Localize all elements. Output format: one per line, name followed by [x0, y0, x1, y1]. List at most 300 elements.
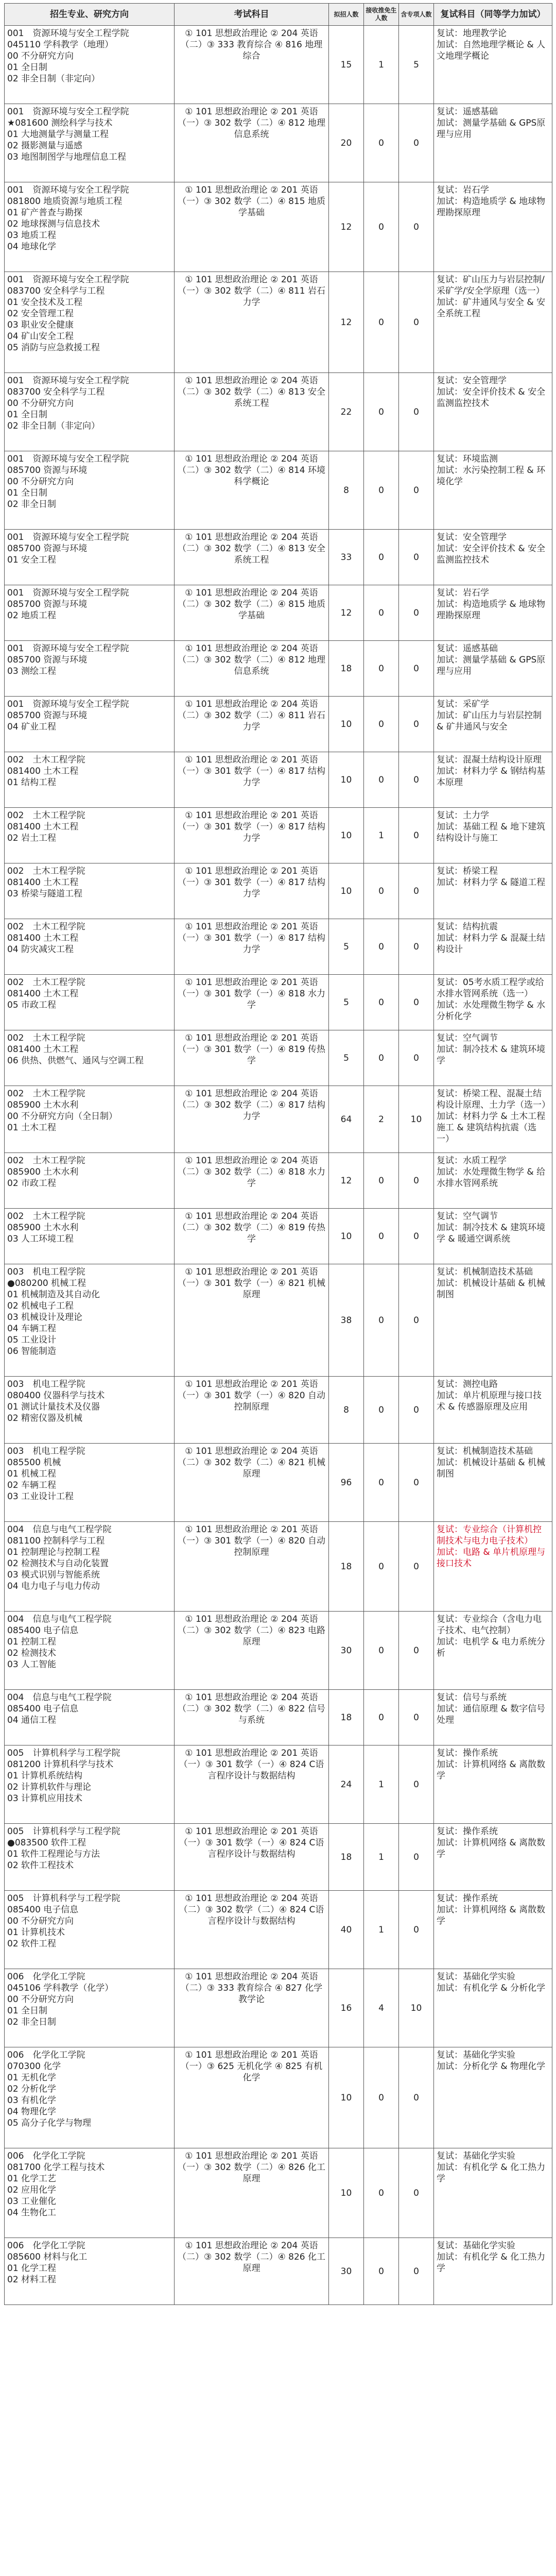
major-cell [5, 1824, 175, 1891]
exam-subjects-cell [175, 641, 329, 697]
major-cell-line: 02 材料工程 [7, 2275, 57, 2285]
major-cell [5, 585, 175, 641]
major-cell-line: 085900 土木水利 [7, 1100, 79, 1110]
retest-subjects-cell-line: 加试：有机化学 & 化工热力学 [437, 2162, 546, 2184]
special-quota-cell: 0 [399, 808, 434, 863]
retest-subjects-cell [434, 585, 552, 641]
special-quota-cell: 0 [399, 1209, 434, 1264]
exam-subjects-cell-line: ① 101 思想政治理论 ② 201 英语（一）③ 625 无机化学 ④ 825 有机化学 [180, 2050, 323, 2083]
major-cell-line: 01 计算机系统结构 [7, 1771, 83, 1781]
major-cell-line: 02 机械电子工程 [7, 1301, 74, 1311]
major-cell-line: 02 分析化学 [7, 2084, 57, 2094]
planned-enrollment-cell: 18 [329, 1522, 364, 1612]
exam-subjects-cell-line: ① 101 思想政治理论 ② 201 英语（一）③ 302 数学（二）④ 826 化工原理 [178, 2151, 325, 2184]
retest-subjects-cell-line: 复试：安全管理学 [437, 532, 507, 543]
retest-subjects-cell-line: 加试：机械设计基础 & 机械制图 [437, 1278, 546, 1300]
major-cell-line: 001 资源环境与安全工程学院 [7, 376, 129, 386]
major-cell-line: 02 非全日制（非定向） [7, 421, 100, 431]
retest-subjects-cell-line: 加试：单片机原理与接口技术 & 传感器原理及应用 [437, 1391, 542, 1412]
planned-enrollment-cell: 8 [329, 451, 364, 530]
major-cell-line: 001 资源环境与安全工程学院 [7, 107, 129, 117]
exam-subjects-cell-line: ① 101 思想政治理论 ② 201 英语（一）③ 301 数学（一）④ 819 传热学 [178, 1033, 325, 1066]
table-row [5, 863, 552, 919]
retest-subjects-cell-line: 加试：分析化学 & 物理化学 [437, 2061, 546, 2072]
retest-subjects-cell-line: 加试：计算机网络 & 离散数学 [437, 1759, 546, 1781]
exam-subjects-cell-line: ① 101 思想政治理论 ② 204 英语（二）③ 333 教育综合 ④ 816 地理综合 [180, 28, 323, 61]
planned-enrollment-cell: 24 [329, 1745, 364, 1824]
table-row [5, 530, 552, 585]
retest-subjects-cell-line: 复试：水质工程学 [437, 1156, 507, 1166]
retest-subjects-cell-line: 加试：制冷技术 & 建筑环境学 & 暖通空调系统 [437, 1223, 546, 1244]
retest-subjects-cell-line: 复试：采矿学 [437, 699, 489, 709]
recommended-exempt-cell: 0 [364, 104, 399, 182]
retest-subjects-cell [434, 373, 552, 451]
major-cell-line: 045106 学科教学（化学） [7, 1983, 114, 1993]
major-cell-line: 05 消防与应急救援工程 [7, 343, 100, 353]
recommended-exempt-cell: 0 [364, 1153, 399, 1209]
exam-subjects-cell [175, 1969, 329, 2047]
planned-enrollment-cell: 5 [329, 1030, 364, 1086]
table-row [5, 1209, 552, 1264]
exam-subjects-cell-line: ① 101 思想政治理论 ② 204 英语（二）③ 302 数学（二）④ 824 C语言程序设计与数据结构 [179, 1893, 324, 1926]
major-cell-line: 01 安全技术及工程 [7, 297, 83, 308]
major-cell-line: 085900 土木水利 [7, 1167, 79, 1177]
exam-subjects-cell [175, 373, 329, 451]
major-cell-line: 03 工业催化 [7, 2196, 57, 2207]
header-planned-enrollment: 拟招人数 [329, 4, 364, 26]
table-row [5, 975, 552, 1030]
retest-subjects-cell-line: 复试：操作系统 [437, 1893, 498, 1904]
major-cell-line: 02 市政工程 [7, 1178, 57, 1189]
exam-subjects-cell-line: ① 101 思想政治理论 ② 204 英语（二）③ 333 教育综合 ④ 827 化学教学论 [180, 1972, 323, 2005]
table-row [5, 1030, 552, 1086]
retest-subjects-cell-line: 复试：岩石学 [437, 588, 489, 598]
major-cell-line: 01 全日制 [7, 410, 48, 420]
retest-subjects-cell-line: 加试：安全评价技术 & 安全监测监控技术 [437, 387, 546, 409]
recommended-exempt-cell: 0 [364, 1377, 399, 1444]
major-cell-line: 085400 电子信息 [7, 1625, 79, 1636]
retest-subjects-cell-line: 复试：基础化学实验 [437, 2151, 515, 2161]
exam-subjects-cell [175, 975, 329, 1030]
retest-subjects-cell-line: 加试：安全评价技术 & 安全监测监控技术 [437, 544, 546, 565]
exam-subjects-cell-line: ① 101 思想政治理论 ② 201 英语（一）③ 301 数学（一）④ 821 机械原理 [178, 1267, 325, 1300]
major-cell-line: 02 安全管理工程 [7, 309, 74, 319]
major-cell-line: 00 不分研究方向 [7, 398, 74, 409]
special-quota-cell: 0 [399, 697, 434, 752]
major-cell [5, 1030, 175, 1086]
major-cell [5, 863, 175, 919]
major-cell [5, 451, 175, 530]
major-cell-line: 005 计算机科学与工程学院 [7, 1893, 120, 1904]
retest-subjects-cell [434, 919, 552, 975]
table-row [5, 272, 552, 373]
retest-subjects-cell [434, 26, 552, 104]
retest-subjects-cell [434, 641, 552, 697]
retest-subjects-cell-line: 复试：空气调节 [437, 1033, 498, 1043]
retest-subjects-cell [434, 451, 552, 530]
exam-subjects-cell-line: ① 101 思想政治理论 ② 201 英语（一）③ 302 数学（二）④ 811 岩石力学 [178, 275, 325, 308]
exam-subjects-cell-line: ① 101 思想政治理论 ② 201 英语（一）③ 301 数学（一）④ 818 水力学 [178, 977, 325, 1010]
planned-enrollment-cell: 33 [329, 530, 364, 585]
recommended-exempt-cell: 0 [364, 373, 399, 451]
retest-subjects-cell [434, 1086, 552, 1153]
table-row [5, 182, 552, 272]
planned-enrollment-cell: 12 [329, 1153, 364, 1209]
retest-subjects-cell [434, 1612, 552, 1690]
retest-subjects-cell-line: 加试：制冷技术 & 建筑环境学 [437, 1044, 546, 1066]
table-row [5, 1891, 552, 1969]
retest-subjects-cell [434, 1690, 552, 1745]
retest-subjects-cell-line: 复试：结构抗震 [437, 922, 498, 932]
table-body [5, 26, 552, 2305]
special-quota-cell: 10 [399, 1969, 434, 2047]
retest-subjects-cell [434, 104, 552, 182]
retest-subjects-cell-line: 复试：基础化学实验 [437, 2241, 515, 2251]
major-cell-line: 002 土木工程学院 [7, 1089, 85, 1099]
recommended-exempt-cell: 0 [364, 863, 399, 919]
major-cell-line: 085400 电子信息 [7, 1704, 79, 1714]
major-cell-line: 002 土木工程学院 [7, 977, 85, 988]
major-cell-line: 02 摄影测量与遥感 [7, 141, 83, 151]
major-cell-line: 001 资源环境与安全工程学院 [7, 28, 129, 39]
table-row [5, 1522, 552, 1612]
major-cell [5, 1891, 175, 1969]
major-cell-line: 081400 土木工程 [7, 933, 79, 943]
table-row [5, 1969, 552, 2047]
major-cell-line: 081400 土木工程 [7, 822, 79, 832]
retest-subjects-cell [434, 2148, 552, 2238]
retest-subjects-cell-line: 复试：操作系统 [437, 1826, 498, 1837]
retest-subjects-cell-line: 加试：电路 & 单片机原理与接口技术 [437, 1547, 546, 1569]
retest-subjects-cell-line: 复试：机械制造技术基础 [437, 1267, 533, 1277]
retest-subjects-cell-line: 复试：专业综合（计算机控制技术与电力电子技术） [437, 1524, 542, 1546]
major-cell [5, 1209, 175, 1264]
recommended-exempt-cell: 2 [364, 1086, 399, 1153]
major-cell-line: 02 非全日制 [7, 2017, 57, 2027]
recommended-exempt-cell: 0 [364, 1522, 399, 1612]
retest-subjects-cell-line: 加试：水处理微生物学 & 水分析化学 [437, 1000, 546, 1022]
exam-subjects-cell [175, 808, 329, 863]
exam-subjects-cell [175, 530, 329, 585]
major-cell-line: 04 矿山安全工程 [7, 331, 74, 342]
planned-enrollment-cell: 5 [329, 919, 364, 975]
special-quota-cell: 0 [399, 752, 434, 808]
recommended-exempt-cell: 1 [364, 808, 399, 863]
special-quota-cell: 0 [399, 1153, 434, 1209]
table-row [5, 451, 552, 530]
special-quota-cell: 0 [399, 1030, 434, 1086]
major-cell-line: 081100 控制科学与工程 [7, 1536, 105, 1546]
retest-subjects-cell-line: 加试：电机学 & 电力系统分析 [437, 1637, 546, 1658]
retest-subjects-cell [434, 1745, 552, 1824]
major-cell [5, 1522, 175, 1612]
exam-subjects-cell [175, 697, 329, 752]
major-cell-line: 01 矿产普查与勘探 [7, 208, 83, 218]
recommended-exempt-cell: 0 [364, 1264, 399, 1377]
recommended-exempt-cell: 0 [364, 585, 399, 641]
major-cell [5, 530, 175, 585]
planned-enrollment-cell: 16 [329, 1969, 364, 2047]
retest-subjects-cell-line: 加试：有机化学 & 化工热力学 [437, 2252, 546, 2274]
retest-subjects-cell-line: 复试：测控电路 [437, 1379, 498, 1389]
recommended-exempt-cell: 0 [364, 1690, 399, 1745]
major-cell-line: 00 不分研究方向 [7, 1994, 74, 2005]
retest-subjects-cell-line: 加试：矿山压力与岩层控制 & 矿井通风与安全 [437, 710, 545, 732]
retest-subjects-cell-line: 加试：测量学基础 & GPS原理与应用 [437, 118, 546, 140]
retest-subjects-cell [434, 530, 552, 585]
recommended-exempt-cell: 1 [364, 1891, 399, 1969]
major-cell [5, 104, 175, 182]
table-row [5, 752, 552, 808]
major-cell-line: 085700 资源与环境 [7, 599, 88, 609]
retest-subjects-cell-line: 加试：通信原理 & 数字信号处理 [437, 1704, 546, 1725]
major-cell-line: 03 有机化学 [7, 2095, 57, 2106]
major-cell-line: 03 机械设计及理论 [7, 1312, 83, 1323]
exam-subjects-cell [175, 2047, 329, 2148]
major-cell-line: 002 土木工程学院 [7, 922, 85, 932]
planned-enrollment-cell: 10 [329, 863, 364, 919]
major-cell [5, 1745, 175, 1824]
planned-enrollment-cell: 15 [329, 26, 364, 104]
major-cell-line: 02 检测技术与自动化装置 [7, 1558, 109, 1569]
planned-enrollment-cell: 30 [329, 1612, 364, 1690]
planned-enrollment-cell: 10 [329, 752, 364, 808]
retest-subjects-cell [434, 2047, 552, 2148]
major-cell-line: 03 模式识别与智能系统 [7, 1570, 100, 1580]
exam-subjects-cell [175, 585, 329, 641]
major-cell-line: 003 机电工程学院 [7, 1379, 85, 1389]
major-cell-line: 01 土木工程 [7, 1123, 57, 1133]
table-row [5, 2047, 552, 2148]
planned-enrollment-cell: 96 [329, 1444, 364, 1522]
major-cell [5, 1969, 175, 2047]
major-cell-line: 03 地图制图学与地理信息工程 [7, 152, 127, 162]
special-quota-cell: 0 [399, 1264, 434, 1377]
table-row [5, 2148, 552, 2238]
retest-subjects-cell-line: 加试：水处理微生物学 & 给水排水管网系统 [437, 1167, 546, 1189]
major-cell-line: 070300 化学 [7, 2061, 61, 2072]
special-quota-cell: 0 [399, 1824, 434, 1891]
retest-subjects-cell-line: 复试：操作系统 [437, 1748, 498, 1758]
exam-subjects-cell [175, 1522, 329, 1612]
planned-enrollment-cell: 30 [329, 2238, 364, 2305]
exam-subjects-cell-line: ① 101 思想政治理论 ② 204 英语（二）③ 302 数学（二）④ 819 传热学 [178, 1211, 325, 1244]
exam-subjects-cell [175, 1891, 329, 1969]
major-cell-line: 083700 安全科学与工程 [7, 387, 105, 397]
major-cell-line: ●083500 软件工程 [7, 1838, 86, 1848]
major-cell [5, 272, 175, 373]
major-cell-line: 01 化学工艺 [7, 2174, 57, 2184]
major-cell-line: 085700 资源与环境 [7, 544, 88, 554]
major-cell-line: 02 非全日制 [7, 499, 57, 510]
planned-enrollment-cell: 40 [329, 1891, 364, 1969]
major-cell-line: 03 职业安全健康 [7, 320, 74, 330]
special-quota-cell: 0 [399, 919, 434, 975]
planned-enrollment-cell: 22 [329, 373, 364, 451]
major-cell-line: 001 资源环境与安全工程学院 [7, 643, 129, 654]
recommended-exempt-cell: 0 [364, 1444, 399, 1522]
major-cell-line: 01 控制理论与控制工程 [7, 1547, 100, 1557]
retest-subjects-cell [434, 1891, 552, 1969]
major-cell-line: 006 化学化工学院 [7, 2241, 85, 2251]
planned-enrollment-cell: 18 [329, 641, 364, 697]
major-cell-line: 01 结构工程 [7, 777, 57, 788]
major-cell-line: 081400 土木工程 [7, 766, 79, 776]
major-cell-line: 02 地球探测与信息技术 [7, 219, 100, 229]
recommended-exempt-cell: 0 [364, 2148, 399, 2238]
exam-subjects-cell-line: ① 101 思想政治理论 ② 201 英语（一）③ 301 数学（一）④ 817 结构力学 [178, 755, 325, 788]
major-cell-line: 081400 土木工程 [7, 1044, 79, 1055]
planned-enrollment-cell: 5 [329, 975, 364, 1030]
exam-subjects-cell [175, 1612, 329, 1690]
major-cell [5, 26, 175, 104]
exam-subjects-cell-line: ① 101 思想政治理论 ② 201 英语（一）③ 302 数学（二）④ 812 地理信息系统 [178, 107, 325, 140]
table-row [5, 26, 552, 104]
recommended-exempt-cell: 0 [364, 1612, 399, 1690]
major-cell-line: 01 机械工程 [7, 1469, 57, 1479]
retest-subjects-cell-line: 复试：桥梁工程 [437, 866, 498, 876]
special-quota-cell: 0 [399, 1377, 434, 1444]
special-quota-cell: 0 [399, 1745, 434, 1824]
exam-subjects-cell-line: ① 101 思想政治理论 ② 204 英语（二）③ 302 数学（二）④ 813 安全系统工程 [178, 376, 325, 409]
retest-subjects-cell [434, 752, 552, 808]
recommended-exempt-cell: 0 [364, 697, 399, 752]
exam-subjects-cell-line: ① 101 思想政治理论 ② 204 英语（二）③ 302 数学（二）④ 821 机械原理 [178, 1446, 325, 1479]
major-cell-line: 00 不分研究方向 [7, 51, 74, 61]
major-cell-line: 005 计算机科学与工程学院 [7, 1826, 120, 1837]
major-cell [5, 975, 175, 1030]
major-cell-line: 02 软件工程 [7, 1939, 57, 1949]
special-quota-cell: 0 [399, 530, 434, 585]
major-cell-line: 085700 资源与环境 [7, 655, 88, 665]
table-row [5, 919, 552, 975]
major-cell-line: 080400 仪器科学与技术 [7, 1391, 105, 1401]
retest-subjects-cell [434, 1377, 552, 1444]
retest-subjects-cell-line: 加试：材料力学 & 隧道工程 [437, 877, 546, 888]
major-cell-line: 081200 计算机科学与技术 [7, 1759, 114, 1770]
exam-subjects-cell [175, 1745, 329, 1824]
retest-subjects-cell-line: 复试：环境监测 [437, 454, 498, 464]
retest-subjects-cell-line: 加试：矿井通风与安全 & 安全系统工程 [437, 297, 546, 319]
retest-subjects-cell-line: 复试：岩石学 [437, 185, 489, 195]
exam-subjects-cell-line: ① 101 思想政治理论 ② 201 英语（一）③ 301 数学（一）④ 824 C语言程序设计与数据结构 [179, 1826, 324, 1859]
exam-subjects-cell-line: ① 101 思想政治理论 ② 201 英语（一）③ 301 数学（一）④ 817 结构力学 [178, 866, 325, 899]
special-quota-cell: 10 [399, 1086, 434, 1153]
retest-subjects-cell [434, 863, 552, 919]
major-cell-line: 085700 资源与环境 [7, 465, 88, 476]
retest-subjects-cell-line: 复试：信号与系统 [437, 1692, 507, 1703]
planned-enrollment-cell: 38 [329, 1264, 364, 1377]
exam-subjects-cell [175, 2148, 329, 2238]
major-cell-line: 02 计算机软件与理论 [7, 1782, 92, 1792]
major-cell-line: 04 防灾减灾工程 [7, 944, 74, 955]
major-cell-line: 03 桥梁与隧道工程 [7, 889, 83, 899]
exam-subjects-cell [175, 1153, 329, 1209]
retest-subjects-cell-line: 加试：材料力学 & 土木工程施工 & 建筑结构抗震（选一） [437, 1111, 546, 1144]
recommended-exempt-cell: 0 [364, 641, 399, 697]
major-cell-line: 04 物理化学 [7, 2107, 57, 2117]
special-quota-cell: 0 [399, 641, 434, 697]
major-cell-line: 02 应用化学 [7, 2185, 57, 2195]
recommended-exempt-cell: 0 [364, 272, 399, 373]
planned-enrollment-cell: 12 [329, 182, 364, 272]
major-cell [5, 1690, 175, 1745]
retest-subjects-cell-line: 加试：基础工程 & 地下建筑结构设计与施工 [437, 822, 546, 843]
planned-enrollment-cell: 64 [329, 1086, 364, 1153]
major-cell [5, 373, 175, 451]
exam-subjects-cell [175, 1690, 329, 1745]
special-quota-cell: 0 [399, 2148, 434, 2238]
table-row [5, 104, 552, 182]
major-cell-line: 06 智能制造 [7, 1346, 57, 1357]
special-quota-cell: 0 [399, 863, 434, 919]
major-cell-line: 081400 土木工程 [7, 989, 79, 999]
major-cell-line: 085700 资源与环境 [7, 710, 88, 721]
exam-subjects-cell-line: ① 101 思想政治理论 ② 201 英语（一）③ 301 数学（一）④ 817 结构力学 [178, 810, 325, 843]
major-cell-line: 003 机电工程学院 [7, 1446, 85, 1456]
major-cell [5, 182, 175, 272]
special-quota-cell: 0 [399, 1522, 434, 1612]
table-row [5, 1612, 552, 1690]
exam-subjects-cell [175, 1264, 329, 1377]
major-cell-line: 05 市政工程 [7, 1000, 57, 1010]
exam-subjects-cell [175, 1086, 329, 1153]
major-cell-line: 01 软件工程理论与方法 [7, 1849, 100, 1859]
major-cell-line: 02 地质工程 [7, 611, 57, 621]
major-cell [5, 1612, 175, 1690]
exam-subjects-cell-line: ① 101 思想政治理论 ② 201 英语（一）③ 301 数学（一）④ 817 结构力学 [178, 922, 325, 955]
major-cell-line: 04 地球化学 [7, 242, 57, 252]
major-cell-line: 01 大地测量学与测量工程 [7, 129, 109, 140]
special-quota-cell: 0 [399, 104, 434, 182]
major-cell-line: 002 土木工程学院 [7, 1033, 85, 1043]
major-cell-line: 002 土木工程学院 [7, 810, 85, 821]
recommended-exempt-cell: 0 [364, 530, 399, 585]
retest-subjects-cell-line: 复试：安全管理学 [437, 376, 507, 386]
retest-subjects-cell [434, 182, 552, 272]
major-cell-line: 004 信息与电气工程学院 [7, 1614, 112, 1624]
planned-enrollment-cell: 20 [329, 104, 364, 182]
major-cell-line: 002 土木工程学院 [7, 866, 85, 876]
recommended-exempt-cell: 0 [364, 2047, 399, 2148]
exam-subjects-cell-line: ① 101 思想政治理论 ② 204 英语（二）③ 302 数学（二）④ 815 地质学基础 [178, 588, 325, 621]
major-cell-line: ●080200 机械工程 [7, 1278, 86, 1289]
planned-enrollment-cell: 12 [329, 585, 364, 641]
exam-subjects-cell-line: ① 101 思想政治理论 ② 201 英语（一）③ 301 数学（一）④ 824 C语言程序设计与数据结构 [179, 1748, 324, 1781]
major-cell-line: 01 全日制 [7, 2006, 48, 2016]
planned-enrollment-cell: 10 [329, 697, 364, 752]
major-cell-line: 00 不分研究方向 [7, 477, 74, 487]
major-cell-line: 03 测绘工程 [7, 666, 57, 676]
table-row [5, 1745, 552, 1824]
header-special-quota: 含专项人数 [399, 4, 434, 26]
major-cell [5, 752, 175, 808]
major-cell-line: 081700 化学工程与技术 [7, 2162, 105, 2173]
table-row [5, 1086, 552, 1153]
header-retest-subjects: 复试科目（同等学力加试） [434, 4, 552, 26]
recommended-exempt-cell: 0 [364, 1209, 399, 1264]
planned-enrollment-cell: 10 [329, 2148, 364, 2238]
major-cell-line: 02 软件工程技术 [7, 1860, 74, 1871]
major-cell-line: 001 资源环境与安全工程学院 [7, 532, 129, 543]
exam-subjects-cell [175, 1377, 329, 1444]
retest-subjects-cell-line: 复试：遥感基础 [437, 643, 498, 654]
table-row [5, 1264, 552, 1377]
retest-subjects-cell-line: 复试：空气调节 [437, 1211, 498, 1222]
major-cell [5, 1377, 175, 1444]
major-cell-line: 02 检测技术 [7, 1648, 57, 1658]
major-cell-line: 02 岩土工程 [7, 833, 57, 843]
